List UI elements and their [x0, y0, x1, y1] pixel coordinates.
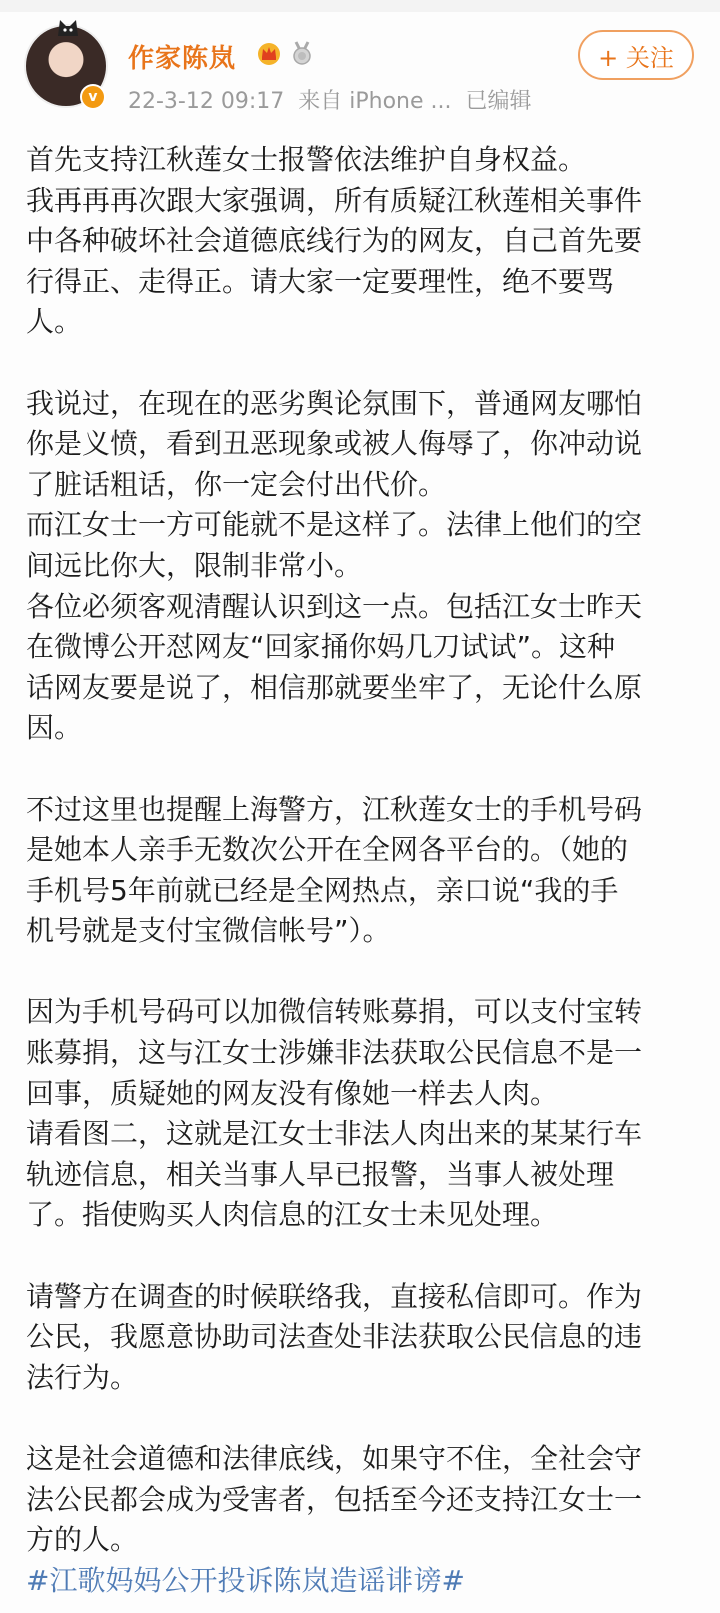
paragraph-gap: [26, 343, 698, 384]
post-meta: [128, 84, 546, 115]
post-text-line: 我再再再次跟大家强调，所有质疑江秋莲相关事件: [26, 183, 643, 217]
post-text-line: 方的人。: [26, 1523, 139, 1557]
crown-icon: [256, 40, 282, 66]
post-text-line: 因为手机号码可以加微信转账募捐，可以支付宝转: [26, 995, 643, 1029]
cat-ears-icon: [56, 16, 80, 38]
post-text-line: 请警方在调查的时候联络我，直接私信即可。作为: [26, 1279, 643, 1313]
post-text-line: 回事，质疑她的网友没有像她一样去人肉。: [26, 1076, 559, 1110]
post-text-line: 了脏话粗话，你一定会付出代价。: [26, 467, 447, 501]
post-text-line: 请看图二，这就是江女士非法人肉出来的某某行车: [26, 1117, 643, 1151]
edited-label[interactable]: 已编辑: [465, 89, 532, 114]
post-text-line: 人。: [26, 305, 83, 339]
post-date: 22-3-12 09:17: [128, 89, 285, 114]
post-text-line: 中各种破坏社会道德底线行为的网友，自己首先要: [26, 224, 643, 258]
paragraph-gap: [26, 952, 698, 993]
follow-button[interactable]: + 关注: [578, 30, 694, 80]
medal-icon: [290, 40, 314, 66]
post-text-line: 而江女士一方可能就不是这样了。法律上他们的空: [26, 508, 643, 542]
post-text-line: 不过这里也提醒上海警方，江秋莲女士的手机号码: [26, 792, 643, 826]
paragraph-gap: [26, 1398, 698, 1439]
post-text-line: 机号就是支付宝微信帐号”）。: [26, 914, 391, 948]
hashtag-link[interactable]: #江歌妈妈公开投诉陈岚造谣诽谤#: [26, 1563, 465, 1597]
paragraph-gap: [26, 749, 698, 790]
post-text-line: 首先支持江秋莲女士报警依法维护自身权益。: [26, 143, 587, 176]
post-text-line: 是她本人亲手无数次公开在全网各平台的。（她的: [26, 833, 629, 867]
post-body: [26, 140, 698, 1601]
post-text-line: 你是义愤，看到丑恶现象或被人侮辱了，你冲动说: [26, 427, 643, 461]
post-text-line: 行得正、走得正。请大家一定要理性，绝不要骂: [26, 264, 615, 298]
post-text-line: 我说过，在现在的恶劣舆论氛围下，普通网友哪怕: [26, 386, 643, 420]
post-text-line: 了。指使购买人肉信息的江女士未见处理。: [26, 1198, 559, 1232]
post-text-line: 轨迹信息，相关当事人早已报警，当事人被处理: [26, 1157, 615, 1191]
post-text-line: 在微博公开怼网友“回家捅你妈几刀试试”。这种: [26, 630, 616, 664]
post-text-line: 公民，我愿意协助司法查处非法获取公民信息的违: [26, 1320, 643, 1354]
post-text-line: 账募捐，这与江女士涉嫌非法获取公民信息不是一: [26, 1036, 643, 1070]
post-text-line: 法公民都会成为受害者，包括至今还支持江女士一: [26, 1482, 643, 1516]
post-text-line: 这是社会道德和法律底线，如果守不住，全社会守: [26, 1442, 643, 1475]
paragraph-gap: [26, 1236, 698, 1277]
post-text-line: 各位必须客观清醒认识到这一点。包括江女士昨天: [26, 589, 643, 623]
top-strip: [0, 0, 720, 12]
post-text-line: 法行为。: [26, 1360, 139, 1394]
verified-badge-icon: v: [80, 84, 106, 110]
post-text-line: 因。: [26, 711, 83, 745]
username[interactable]: 作家陈岚: [128, 44, 237, 74]
post-text-line: 间远比你大，限制非常小。: [26, 548, 363, 582]
post-text-line: 话网友要是说了，相信那就要坐牢了，无论什么原: [26, 670, 643, 704]
post-text-line: 手机号5年前就已经是全网热点，亲口说“我的手: [26, 873, 619, 907]
post-source[interactable]: 来自 iPhone ...: [298, 89, 452, 114]
